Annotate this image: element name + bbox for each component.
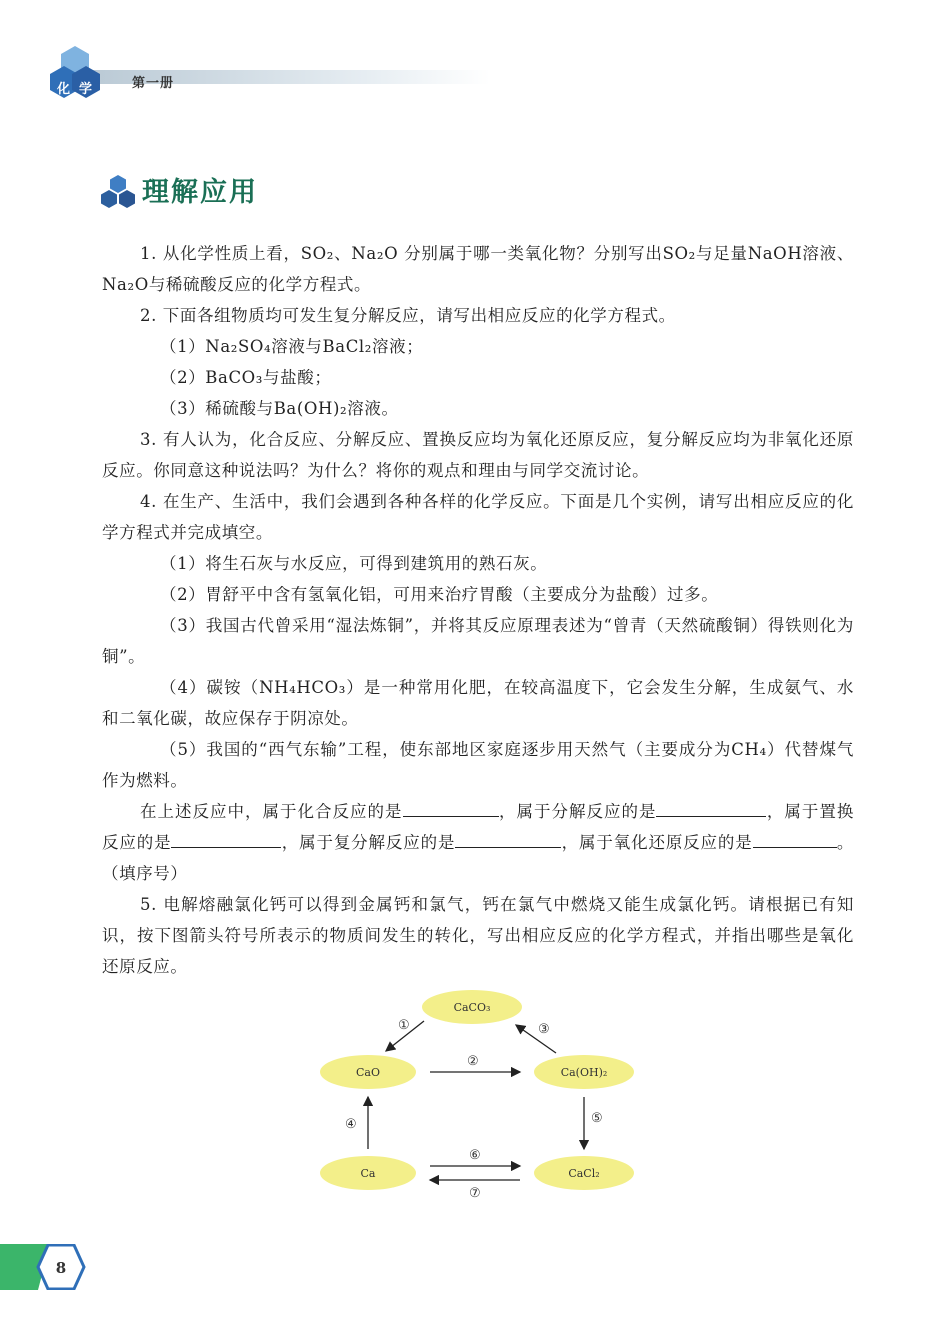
page-number: 8 [55,1259,67,1277]
fill-text-2: ，属于分解反应的是 [498,802,657,821]
label-cacl2: CaCl₂ [568,1167,600,1180]
question-4-stem: 4. 在生产、生活中，我们会遇到各种各样的化学反应。下面是几个实例，请写出相应反应的化学方程式并完成填空。 [102,492,854,542]
question-4-item-3: （3）我国古代曾采用“湿法炼铜”，并将其反应原理表述为“曾青（天然硫酸铜）得铁则化为铜”。 [102,616,854,666]
question-2-item-3: （3）稀硫酸与Ba(OH)₂溶液。 [160,399,399,418]
blank-redox[interactable] [753,829,837,848]
cubes-icon [100,174,136,210]
label-cao: CaO [356,1066,380,1079]
exercise-content [102,238,854,982]
question-2-item-2: （2）BaCO₃与盐酸； [160,368,332,387]
header-hex-left-label: 化 [57,82,71,97]
page-number-badge [0,1244,90,1290]
header-hex-right-label: 学 [79,82,93,97]
question-1: 1. 从化学性质上看，SO₂、Na₂O 分别属于哪一类氧化物？分别写出SO₂与足量NaOH溶液、Na₂O与稀硫酸反应的化学方程式。 [102,244,854,294]
section-title: 理解应用 [142,177,258,208]
arrow-label-3: ③ [538,1022,550,1037]
arrow-label-2: ② [467,1054,479,1069]
label-ca: Ca [360,1167,376,1180]
page-header [40,44,500,104]
label-caco3: CaCO₃ [453,1001,491,1014]
question-4-fill [102,796,854,889]
question-4-item-5: （5）我国的“西气东输”工程，使东部地区家庭逐步用天然气（主要成分为CH₄）代替煤气作为燃料。 [102,740,854,790]
reaction-diagram [300,985,660,1205]
blank-combination[interactable] [403,798,499,817]
fill-text-4: ，属于复分解反应的是 [281,833,456,852]
question-4-item-4: （4）碳铵（NH₄HCO₃）是一种常用化肥，在较高温度下，它会发生分解，生成氨气、水和二氧化碳，故应保存于阴凉处。 [102,678,854,728]
fill-text-3: ，属于置换反应的是 [102,802,855,852]
arrow-label-1: ① [398,1018,410,1033]
question-2-stem: 2. 下面各组物质均可发生复分解反应，请写出相应反应的化学方程式。 [140,306,676,325]
question-3: 3. 有人认为，化合反应、分解反应、置换反应均为氧化还原反应，复分解反应均为非氧化还原反应。你同意这种说法吗？为什么？将你的观点和理由与同学交流讨论。 [102,430,854,480]
header-book-label: 第一册 [132,76,175,91]
blank-double-decomposition[interactable] [455,829,561,848]
arrow-label-5: ⑤ [591,1111,603,1126]
question-2-item-1: （1）Na₂SO₄溶液与BaCl₂溶液； [160,337,424,356]
question-4-item-1: （1）将生石灰与水反应，可得到建筑用的熟石灰。 [160,554,548,573]
arrow-label-4: ④ [345,1117,357,1132]
arrow-3 [516,1025,556,1053]
fill-text-1: 在上述反应中，属于化合反应的是 [140,802,403,821]
blank-decomposition[interactable] [656,798,766,817]
arrow-label-6: ⑥ [469,1148,481,1163]
fill-text-6: 。（填序号） [102,833,855,883]
label-caoh2: Ca(OH)₂ [560,1066,608,1079]
blank-replacement[interactable] [171,829,281,848]
question-5: 5. 电解熔融氯化钙可以得到金属钙和氯气，钙在氯气中燃烧又能生成氯化钙。请根据已有知识，按下图箭头符号所表示的物质间发生的转化，写出相应反应的化学方程式，并指出哪些是氧化还原反应。 [102,895,854,976]
arrow-label-7: ⑦ [469,1186,481,1201]
fill-text-5: ，属于氧化还原反应的是 [561,833,753,852]
question-4-item-2: （2）胃舒平中含有氢氧化铝，可用来治疗胃酸（主要成分为盐酸）过多。 [160,585,719,604]
